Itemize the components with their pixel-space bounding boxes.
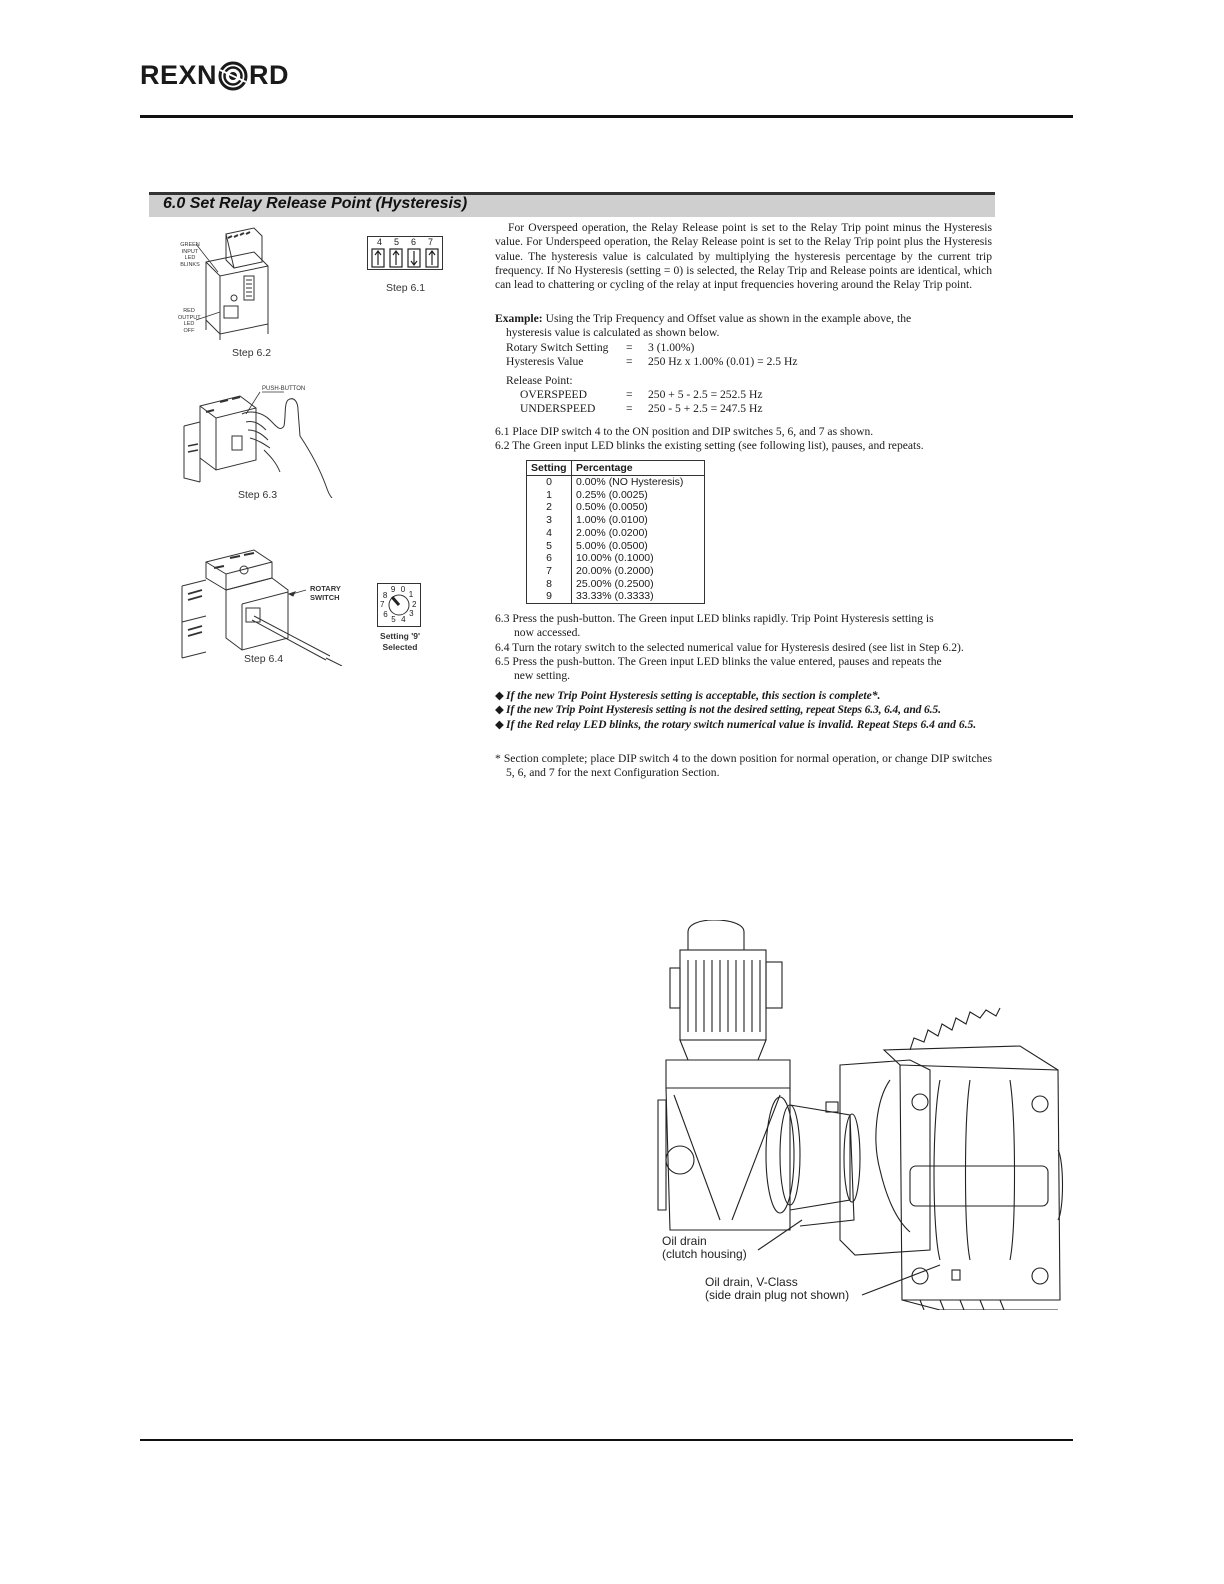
red-led-line-3: LED	[183, 321, 195, 327]
step-6-1-text: 6.1 Place DIP switch 4 to the ON position and DIP switches 5, 6, and 7 as shown.	[495, 425, 874, 438]
rotary-label-line-2: SWITCH	[310, 592, 340, 602]
steps-6-3-6-5	[495, 612, 992, 683]
percentage-cell: 5.00% (0.0500)	[576, 539, 648, 552]
rotary-setting-label: Rotary Switch Setting	[506, 341, 609, 354]
percentage-cell: 0.25% (0.0025)	[576, 488, 648, 501]
table-row	[527, 476, 704, 489]
logo-text-right: RD	[249, 60, 290, 90]
section-title: 6.0 Set Relay Release Point (Hysteresis)	[163, 195, 468, 212]
underspeed-equals: =	[626, 402, 633, 416]
dip-number-4: 4	[376, 237, 382, 247]
dip-switch-arrows-icon	[368, 247, 442, 269]
dip-number-6: 6	[410, 237, 416, 247]
header-rule	[140, 115, 1073, 118]
release-point-label: Release Point:	[506, 373, 573, 387]
red-led-line-4: OFF	[183, 327, 195, 334]
dial-digit: 3	[409, 609, 414, 619]
bullet-1-text: If the new Trip Point Hysteresis setting is acceptable, this section is complete*.	[506, 689, 881, 702]
green-led-line-3: LED	[184, 255, 196, 261]
setting-label-line-1: Setting '9'	[380, 631, 420, 641]
caption-1-line-2: (clutch housing)	[662, 1247, 747, 1261]
step-6-3-label: Step 6.3	[238, 489, 278, 501]
footnote: * Section complete; place DIP switch 4 to the down position for normal operation, or change DIP switches 5, 6, and 7 for the next Configuration Section.	[495, 752, 992, 780]
percentage-cell: 33.33% (0.3333)	[576, 590, 654, 603]
bullet-list	[495, 689, 992, 732]
rotary-setting-value: 3 (1.00%)	[648, 341, 695, 354]
underspeed-label: UNDERSPEED	[520, 402, 596, 416]
logo-o-swirl-icon	[218, 61, 248, 91]
table-row	[527, 501, 704, 514]
rotary-switch-screwdriver-illustration	[180, 538, 350, 666]
table-row	[527, 578, 704, 591]
table-body	[527, 476, 704, 604]
percentage-cell: 0.00% (NO Hysteresis)	[576, 476, 684, 488]
step-6-4-label: Step 6.4	[244, 653, 284, 665]
setting-label-line-2: Selected	[382, 642, 418, 652]
step-6-2-text: 6.2 The Green input LED blinks the existing setting (see following list), pauses, and repeats.	[495, 439, 924, 453]
rotary-label-line-1: ROTARY	[310, 584, 341, 593]
dip-switch-block	[367, 236, 443, 270]
oil-drain-clutch-caption	[662, 1235, 747, 1261]
steps-6-1-6-2	[495, 425, 995, 454]
bullet-diamond-icon: ◆	[495, 689, 504, 702]
bullet-2-text: If the new Trip Point Hysteresis setting is not the desired setting, repeat Steps 6.3, 6.4, and 6.5.	[506, 703, 941, 717]
percentage-cell: 25.00% (0.2500)	[576, 577, 654, 590]
dial-digit: 1	[408, 590, 414, 600]
dial-digit: 5	[391, 615, 396, 625]
dial-digit: 2	[411, 599, 417, 609]
hysteresis-label: Hysteresis Value	[506, 355, 584, 369]
example-text: Using the Trip Frequency and Offset value as shown in the example above, the	[545, 312, 912, 325]
step-6-1-label: Step 6.1	[386, 282, 426, 294]
green-led-line-2: INPUT	[181, 248, 199, 255]
dial-digit: 8	[382, 590, 388, 600]
red-led-line-2: OUTPUT	[178, 314, 201, 321]
list-item	[495, 703, 992, 717]
calc-rows	[506, 341, 798, 416]
setting-cell: 8	[527, 578, 572, 591]
push-button-callout: PUSH-BUTTON	[262, 386, 306, 392]
green-led-line-1: GREEN	[180, 242, 200, 248]
hysteresis-equals: =	[626, 355, 633, 369]
setting-cell: 7	[527, 565, 572, 578]
dial-digit: 6	[383, 609, 388, 619]
table-row	[527, 540, 704, 553]
rexnord-logo	[140, 60, 289, 91]
caption-1-line-1: Oil drain	[662, 1234, 707, 1248]
bullet-diamond-icon: ◆	[495, 717, 504, 731]
oil-drain-vclass-caption	[705, 1276, 849, 1302]
percentage-cell: 10.00% (0.1000)	[576, 552, 654, 565]
hysteresis-settings-table	[526, 460, 705, 604]
table-header-percentage: Percentage	[572, 461, 705, 476]
rotary-switch-callout	[310, 585, 341, 602]
table-row	[527, 590, 704, 603]
dip-number-5: 5	[393, 237, 399, 247]
setting-cell: 3	[527, 514, 572, 527]
setting-cell: 1	[527, 489, 572, 502]
hysteresis-value: 250 Hz x 1.00% (0.01) = 2.5 Hz	[648, 355, 798, 369]
example-text-2: hysteresis value is calculated as shown below.	[506, 326, 720, 340]
intro-paragraph: For Overspeed operation, the Relay Release point is set to the Relay Trip point minus the Hysteresis value. For Underspeed operation, the Relay Release point is set to the Relay Trip point plus the Hysteresis value. The hysteresis value is calculated by multiplying the hysteresis percentage by the current trip frequency. If No Hysteresis (setting = 0) is selected, the Relay Trip and Release points are identical, which can lead to chattering or cycling of the relay at input frequencies hovering around the Relay Trip point.	[495, 221, 992, 292]
percentage-cell: 1.00% (0.0100)	[576, 514, 648, 527]
bullet-3-text: If the Red relay LED blinks, the rotary switch numerical value is invalid. Repeat Steps 6.4 and 6.5.	[506, 717, 977, 731]
step-6-5-text-cont: new setting.	[514, 669, 571, 683]
logo-text-left: REXN	[140, 60, 218, 90]
rotary-dial-box	[377, 583, 421, 627]
example-block	[495, 312, 992, 341]
push-button-hand-illustration	[180, 386, 340, 498]
table-row	[527, 514, 704, 527]
table-row	[527, 527, 704, 540]
setting-selected-label	[372, 631, 428, 653]
rotary-setting-equals: =	[626, 341, 633, 354]
percentage-cell: 20.00% (0.2000)	[576, 564, 654, 577]
table-row	[527, 489, 704, 502]
percentage-cell: 2.00% (0.0200)	[576, 526, 648, 539]
overspeed-label: OVERSPEED	[520, 387, 587, 401]
setting-cell: 4	[527, 527, 572, 540]
list-item	[495, 718, 992, 732]
setting-cell: 5	[527, 540, 572, 553]
step-6-2-label: Step 6.2	[232, 347, 272, 359]
dial-digit: 9	[390, 584, 396, 594]
step-6-3-text-cont: now accessed.	[514, 626, 581, 640]
dial-digit: 0	[400, 584, 406, 594]
setting-cell: 6	[527, 552, 572, 565]
green-led-callout	[180, 242, 200, 268]
setting-cell: 9	[527, 590, 572, 603]
footer-rule	[140, 1439, 1073, 1441]
list-item	[495, 689, 992, 703]
overspeed-value: 250 + 5 - 2.5 = 252.5 Hz	[648, 387, 763, 401]
setting-cell: 0	[527, 476, 572, 489]
step-6-4-text: 6.4 Turn the rotary switch to the selected numerical value for Hysteresis desired (see list in Step 6.2).	[495, 640, 964, 654]
dip-number-7: 7	[427, 237, 433, 247]
caption-2-line-2: (side drain plug not shown)	[705, 1288, 850, 1302]
example-label: Example:	[495, 312, 543, 325]
red-led-callout	[178, 308, 200, 334]
dial-digit: 7	[380, 600, 385, 610]
dial-digit: 4	[401, 615, 406, 625]
underspeed-value: 250 - 5 + 2.5 = 247.5 Hz	[648, 402, 763, 416]
step-6-5-text: 6.5 Press the push-button. The Green input LED blinks the value entered, pauses and repeats the	[495, 654, 942, 668]
overspeed-equals: =	[626, 387, 633, 401]
table-row	[527, 552, 704, 565]
table-row	[527, 565, 704, 578]
caption-2-line-1: Oil drain, V-Class	[705, 1275, 798, 1289]
table-header-setting: Setting	[527, 461, 572, 476]
setting-cell: 2	[527, 501, 572, 514]
red-led-line-1: RED	[183, 308, 195, 314]
bullet-diamond-icon: ◆	[495, 703, 504, 717]
percentage-cell: 0.50% (0.0050)	[576, 501, 648, 514]
step-6-3-text: 6.3 Press the push-button. The Green input LED blinks rapidly. Trip Point Hysteresis setting is	[495, 612, 934, 625]
green-led-line-4: BLINKS	[180, 261, 200, 268]
